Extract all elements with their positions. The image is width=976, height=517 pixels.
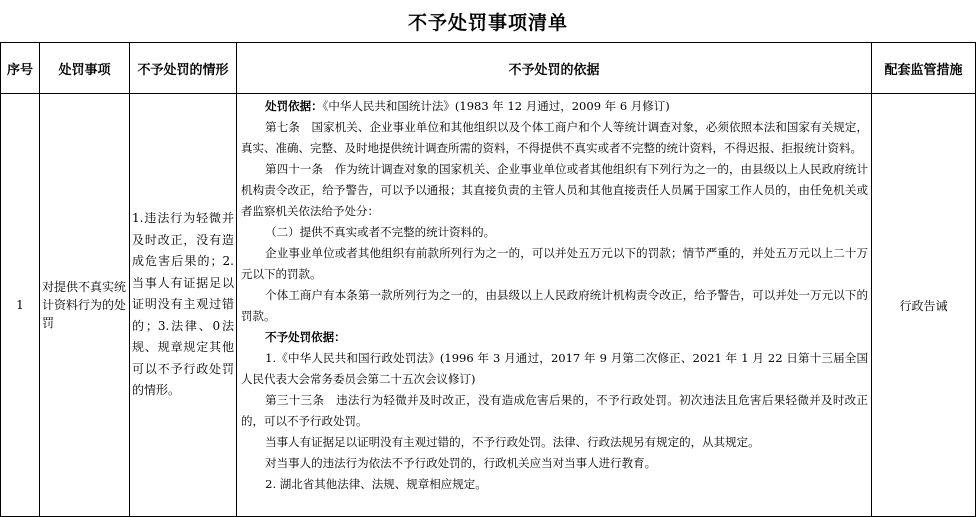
header-case: 不予处罚的情形 [130, 43, 237, 94]
basis-article-41-fine-individual: 个体工商户有本条第一款所列行为之一的，由县级以上人民政府统计机构责令改正，给予警告，可以并处一万元以下的罚款。 [241, 288, 868, 323]
basis-article-7: 第七条 国家机关、企业事业单位和其他组织以及个体工商户和个人等统计调查对象，必须依照本法和国家有关规定，真实、准确、完整、及时地提供统计调查所需的资料，不得提供不真实或者不完整的统计资料，不得迟报、拒报统计资料。 [241, 120, 868, 155]
header-item: 处罚事项 [40, 43, 130, 94]
basis-penalty-law [241, 96, 868, 117]
basis-admin-penalty-law: 1.《中华人民共和国行政处罚法》(1996 年 3 月通过，2017 年 9 月第二次修正、2021 年 1 月 22 日第十三届全国人民代表大会常务委员会第二十五次会议修订) [241, 351, 868, 386]
basis-exemption-label: 不予处罚依据： [265, 330, 346, 344]
basis-hubei-rules: 2. 湖北省其他法律、法规、规章相应规定。 [265, 477, 487, 491]
cell-measure: 行政告诫 [872, 94, 976, 517]
header-measure: 配套监管措施 [872, 43, 976, 94]
basis-penalty-law-text: 《中华人民共和国统计法》(1983 年 12 月通过，2009 年 6 月修订) [322, 99, 670, 113]
cell-basis [237, 94, 872, 517]
header-basis: 不予处罚的依据 [237, 43, 872, 94]
penalty-table [0, 42, 976, 517]
table-row [1, 94, 976, 517]
basis-article-33: 第三十三条 违法行为轻微并及时改正，没有造成危害后果的，不予行政处罚。初次违法且危害后果轻微并及时改正的，可以不予行政处罚。 [241, 393, 868, 428]
basis-education: 对当事人的违法行为依法不予行政处罚的，行政机关应当对当事人进行教育。 [265, 456, 657, 470]
basis-no-fault: 当事人有证据足以证明没有主观过错的，不予行政处罚。法律、行政法规另有规定的，从其规定。 [265, 435, 760, 449]
basis-penalty-label: 处罚依据： [265, 99, 323, 113]
basis-article-41-item-2: （二）提供不真实或者不完整的统计资料的。 [265, 225, 496, 239]
cell-no: 1 [1, 94, 40, 517]
table-header-row [1, 43, 976, 94]
cell-case: 1.违法行为轻微并及时改正，没有造成危害后果的；2.当事人有证据足以证明没有主观过错的；3.法律、0法规、规章规定其他可以不予行政处罚的情形。 [130, 94, 237, 517]
document-title: 不予处罚事项清单 [407, 11, 568, 34]
basis-article-41-fine-org: 企业事业单位或者其他组织有前款所列行为之一的，可以并处五万元以下的罚款；情节严重的，并处五万元以上二十万元以下的罚款。 [241, 246, 868, 281]
header-no: 序号 [1, 43, 40, 94]
cell-item: 对提供不真实统计资料行为的处罚 [40, 94, 130, 517]
basis-article-41: 第四十一条 作为统计调查对象的国家机关、企业事业单位或者其他组织有下列行为之一的，由县级以上人民政府统计机构责令改正，给予警告，可以予以通报；其直接负责的主管人员和其他直接责任人员属于国家工作人员的，由任免机关或者监察机关依法给予处分： [241, 162, 868, 218]
